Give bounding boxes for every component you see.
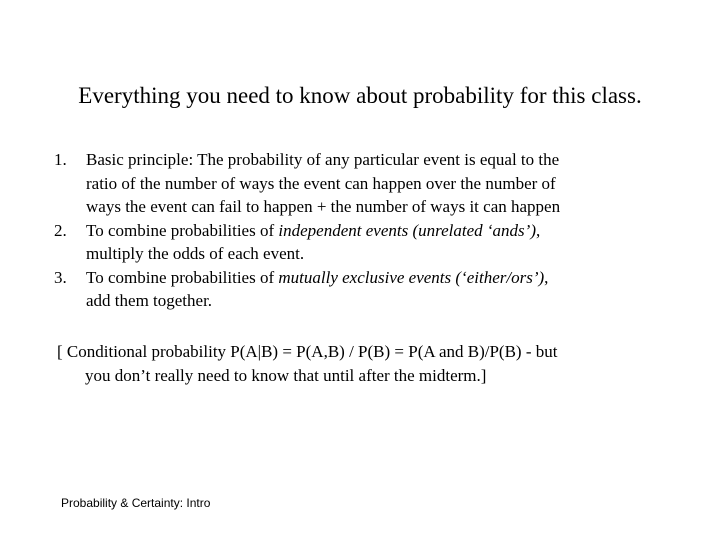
list-number: 2. bbox=[54, 220, 67, 240]
list-item-basic-principle bbox=[54, 148, 674, 219]
text-line: ratio of the number of ways the event can happen over the number of bbox=[86, 173, 556, 193]
text-prefix: To combine probabilities of bbox=[86, 220, 279, 240]
note-line: you don’t really need to know that until after the midterm.] bbox=[85, 365, 487, 385]
text-line: Basic principle: The probability of any particular event is equal to the bbox=[86, 150, 560, 169]
text-line: ways the event can fail to happen + the number of ways it can happen bbox=[86, 197, 561, 216]
list-item-independent-events bbox=[54, 219, 674, 266]
note-line: [ Conditional probability P(A|B) = P(A,B) / P(B) = P(A and B)/P(B) - but bbox=[57, 342, 558, 361]
list-item-mutually-exclusive-events bbox=[54, 266, 674, 313]
text-suffix: , bbox=[535, 220, 541, 240]
list-item-text bbox=[86, 266, 674, 313]
italic-term: independent events (unrelated ‘ands’) bbox=[278, 220, 536, 240]
italic-term: mutually exclusive events (‘either/ors’) bbox=[278, 267, 545, 287]
text-suffix: , bbox=[544, 267, 549, 287]
text-line: add them together. bbox=[86, 291, 213, 310]
list-number: 3. bbox=[54, 267, 67, 287]
list-item-text bbox=[86, 148, 674, 219]
slide-footer: Probability & Certainty: Intro bbox=[61, 496, 211, 510]
text-line: multiply the odds of each event. bbox=[86, 244, 305, 263]
list-item-text bbox=[86, 219, 674, 266]
principles-list bbox=[54, 148, 674, 313]
conditional-probability-note bbox=[57, 340, 657, 387]
slide-title: Everything you need to know about probability for this class. bbox=[78, 83, 642, 108]
text-prefix: To combine probabilities of bbox=[86, 267, 279, 287]
list-number: 1. bbox=[54, 150, 67, 169]
